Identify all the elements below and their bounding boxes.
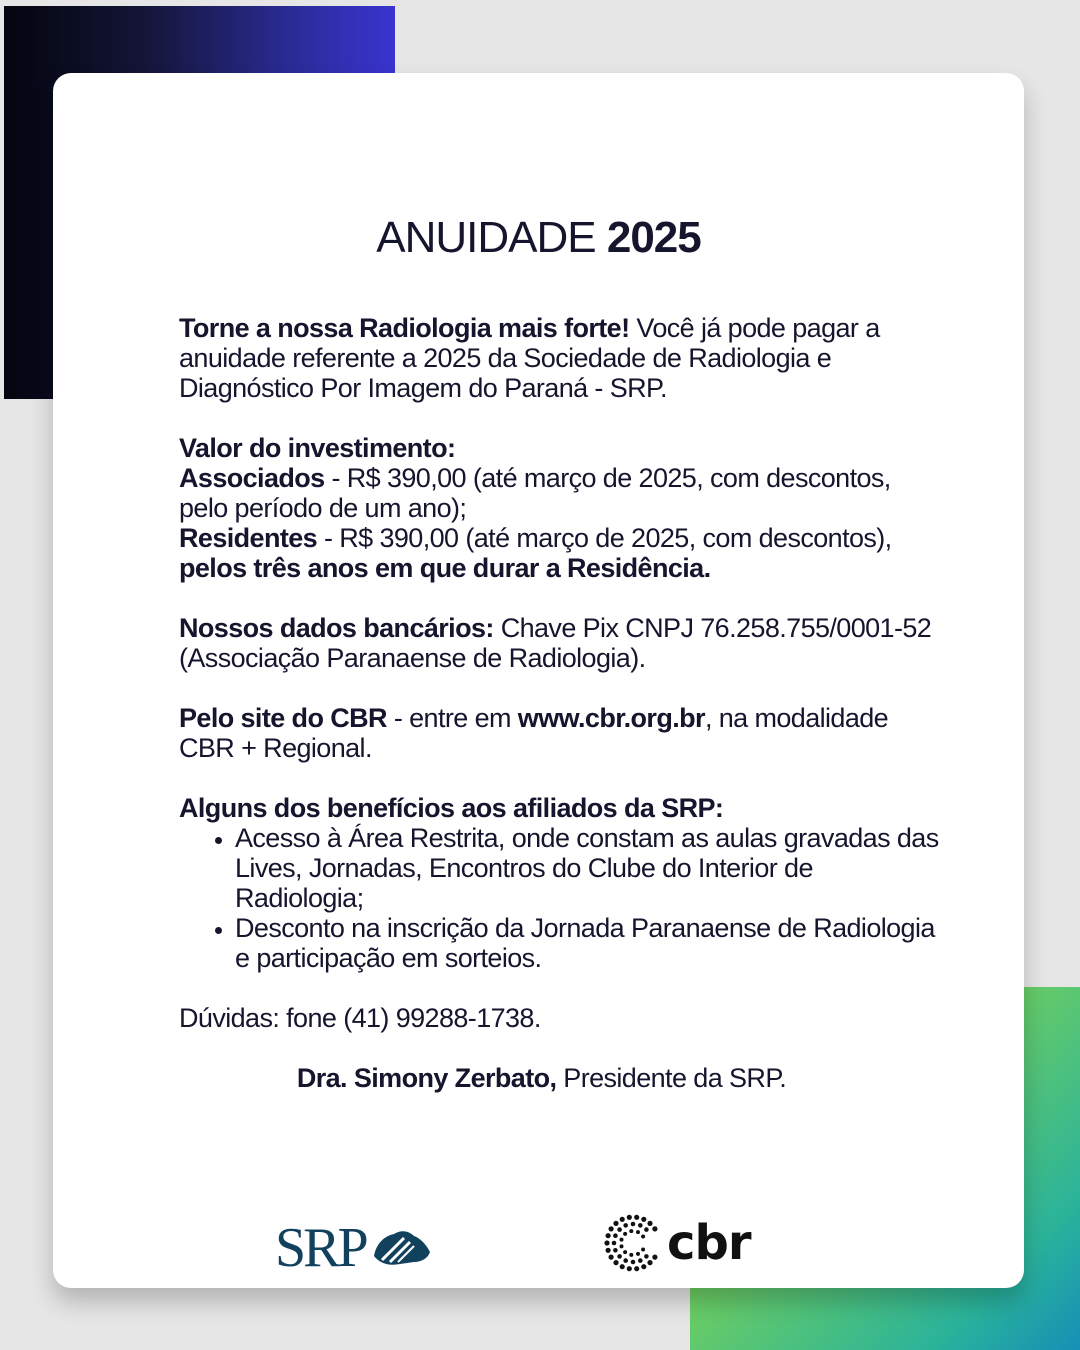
bank-section [179, 613, 939, 673]
page-title [53, 213, 1024, 263]
srp-logo [275, 1218, 434, 1278]
dotted-c-icon [603, 1211, 661, 1275]
srp-logo-text: SRP [275, 1217, 366, 1279]
residentes-label: Residentes [179, 523, 318, 553]
cbr-site-section [179, 703, 939, 763]
intro-bold: Torne a nossa Radiologia mais forte! [179, 313, 630, 343]
parana-map-icon [370, 1226, 434, 1270]
associados-label: Associados [179, 463, 325, 493]
cbr-site-text-before: - entre em [386, 703, 518, 733]
investment-heading: Valor do investimento: [179, 433, 456, 463]
contact-line: Dúvidas: fone (41) 99288-1738. [179, 1003, 541, 1033]
residentes-text: - R$ 390,00 (até março de 2025, com descontos), [317, 523, 892, 553]
title-text: ANUIDADE [376, 213, 596, 262]
signature [179, 1063, 939, 1093]
signature-name: Dra. Simony Zerbato, [296, 1063, 557, 1093]
benefits-list [179, 823, 939, 973]
benefit-item: • Desconto na inscrição da Jornada Paranaense de Radiologia e participação em sorteios. [235, 913, 939, 973]
benefit-item: • Acesso à Área Restrita, onde constam as aulas gravadas das Lives, Jornadas, Encontros do Clube do Interior de Radiologia; [235, 823, 939, 913]
intro-text: Você já pode pagar a anuidade referente a 2025 da Sociedade de Radiologia e Diagnóstico Por Imagem do Paraná - SRP. [179, 313, 880, 403]
bank-label: Nossos dados bancários: [179, 613, 494, 643]
signature-role: Presidente da SRP. [556, 1063, 787, 1093]
title-year: 2025 [606, 213, 701, 262]
associados-text: - R$ 390,00 (até março de 2025, com descontos, pelo período de um ano); [179, 463, 891, 523]
bank-text: Chave Pix CNPJ 76.258.755/0001-52 (Associação Paranaense de Radiologia). [179, 613, 932, 673]
announcement-body [179, 313, 939, 1093]
benefits-section [179, 793, 939, 823]
cbr-logo-text: cbr [667, 1215, 751, 1271]
cbr-site-url: www.cbr.org.br [517, 703, 705, 733]
announcement-card [53, 73, 1024, 1288]
cbr-logo [603, 1208, 750, 1278]
cbr-site-text-after: , na modalidade CBR + Regional. [179, 703, 889, 763]
residentes-bold-tail: pelos três anos em que durar a Residência. [179, 553, 711, 583]
cbr-site-label: Pelo site do CBR [179, 703, 387, 733]
benefits-heading: Alguns dos benefícios aos afiliados da SRP: [179, 793, 724, 823]
investment-section [179, 433, 939, 583]
intro-paragraph [179, 313, 939, 403]
